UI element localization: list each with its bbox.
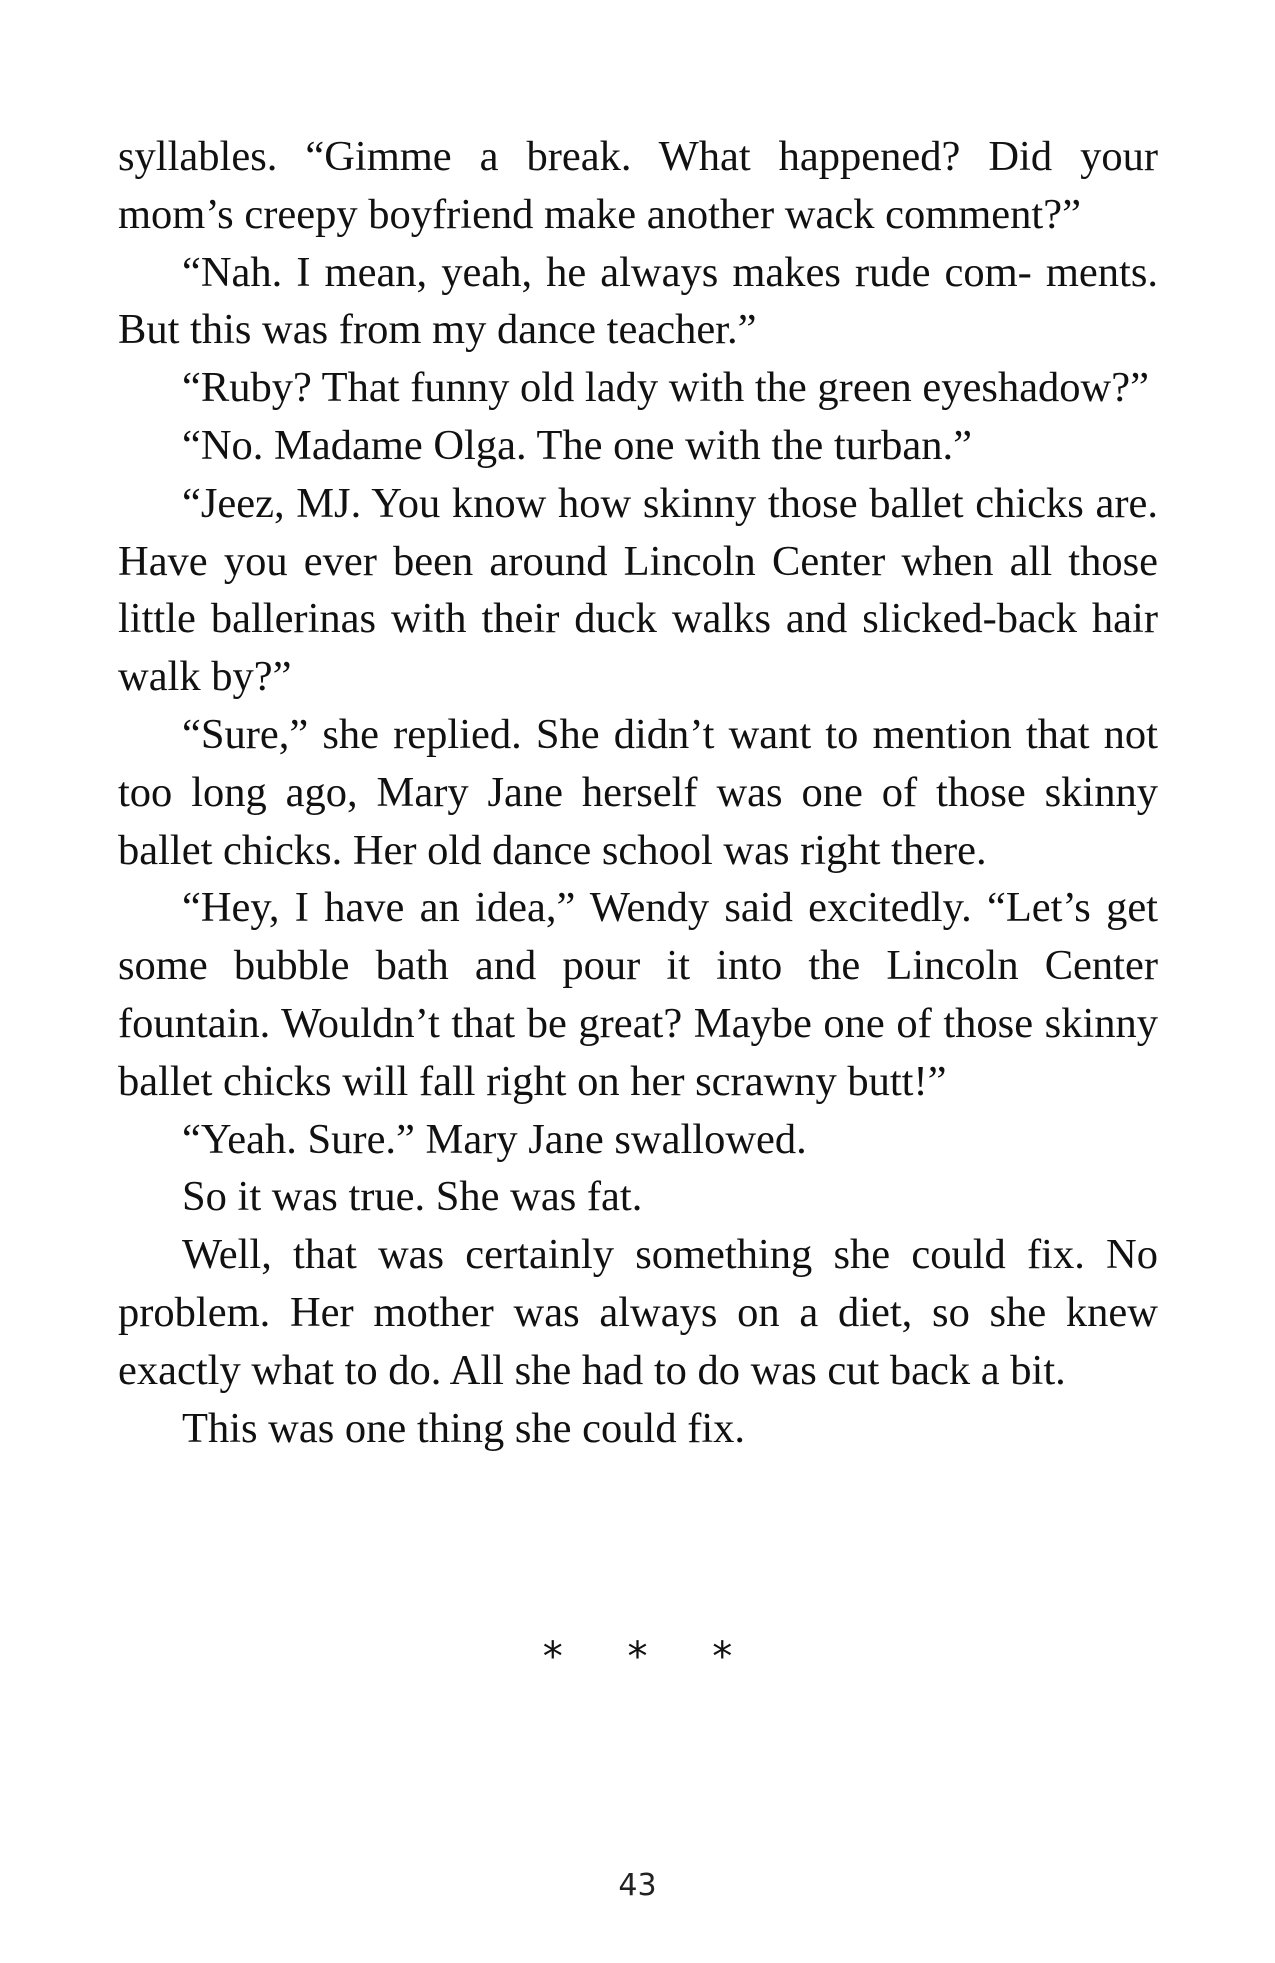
body-text	[118, 128, 1158, 1457]
paragraph: “Jeez, MJ. You know how skinny those ballet chicks are. Have you ever been around Lincoln Center when all those little ballerinas with their duck walks and slicked-back hair walk by?”	[118, 479, 1158, 701]
paragraph: “Nah. I mean, yeah, he always makes rude com- ments. But this was from my dance teacher.”	[118, 248, 1158, 354]
paragraph: syllables. “Gimme a break. What happened? Did your mom’s creepy boyfriend make another wack comment?”	[118, 133, 1158, 238]
scene-break: * * *	[542, 1634, 759, 1680]
page-number: 43	[618, 1868, 657, 1903]
paragraph: This was one thing she could fix.	[182, 1404, 746, 1452]
paragraph: Well, that was certainly something she could fix. No problem. Her mother was always on a diet, so she knew exactly what to do. All she had to do was cut back a bit.	[118, 1231, 1158, 1394]
paragraph: “Sure,” she replied. She didn’t want to mention that not too long ago, Mary Jane herself was one of those skinny ballet chicks. Her old dance school was right there.	[118, 710, 1158, 874]
paragraph: “Hey, I have an idea,” Wendy said excitedly. “Let’s get some bubble bath and pour it into the Lincoln Center fountain. Wouldn’t that be great? Maybe one of those skinny ballet chicks will fall right on her scrawny butt!”	[118, 884, 1158, 1105]
paragraph: So it was true. She was fat.	[182, 1173, 643, 1221]
paragraph: “Yeah. Sure.” Mary Jane swallowed.	[182, 1115, 807, 1163]
paragraph: “No. Madame Olga. The one with the turban.”	[182, 421, 972, 469]
paragraph: “Ruby? That funny old lady with the green eyeshadow?”	[182, 364, 1149, 412]
